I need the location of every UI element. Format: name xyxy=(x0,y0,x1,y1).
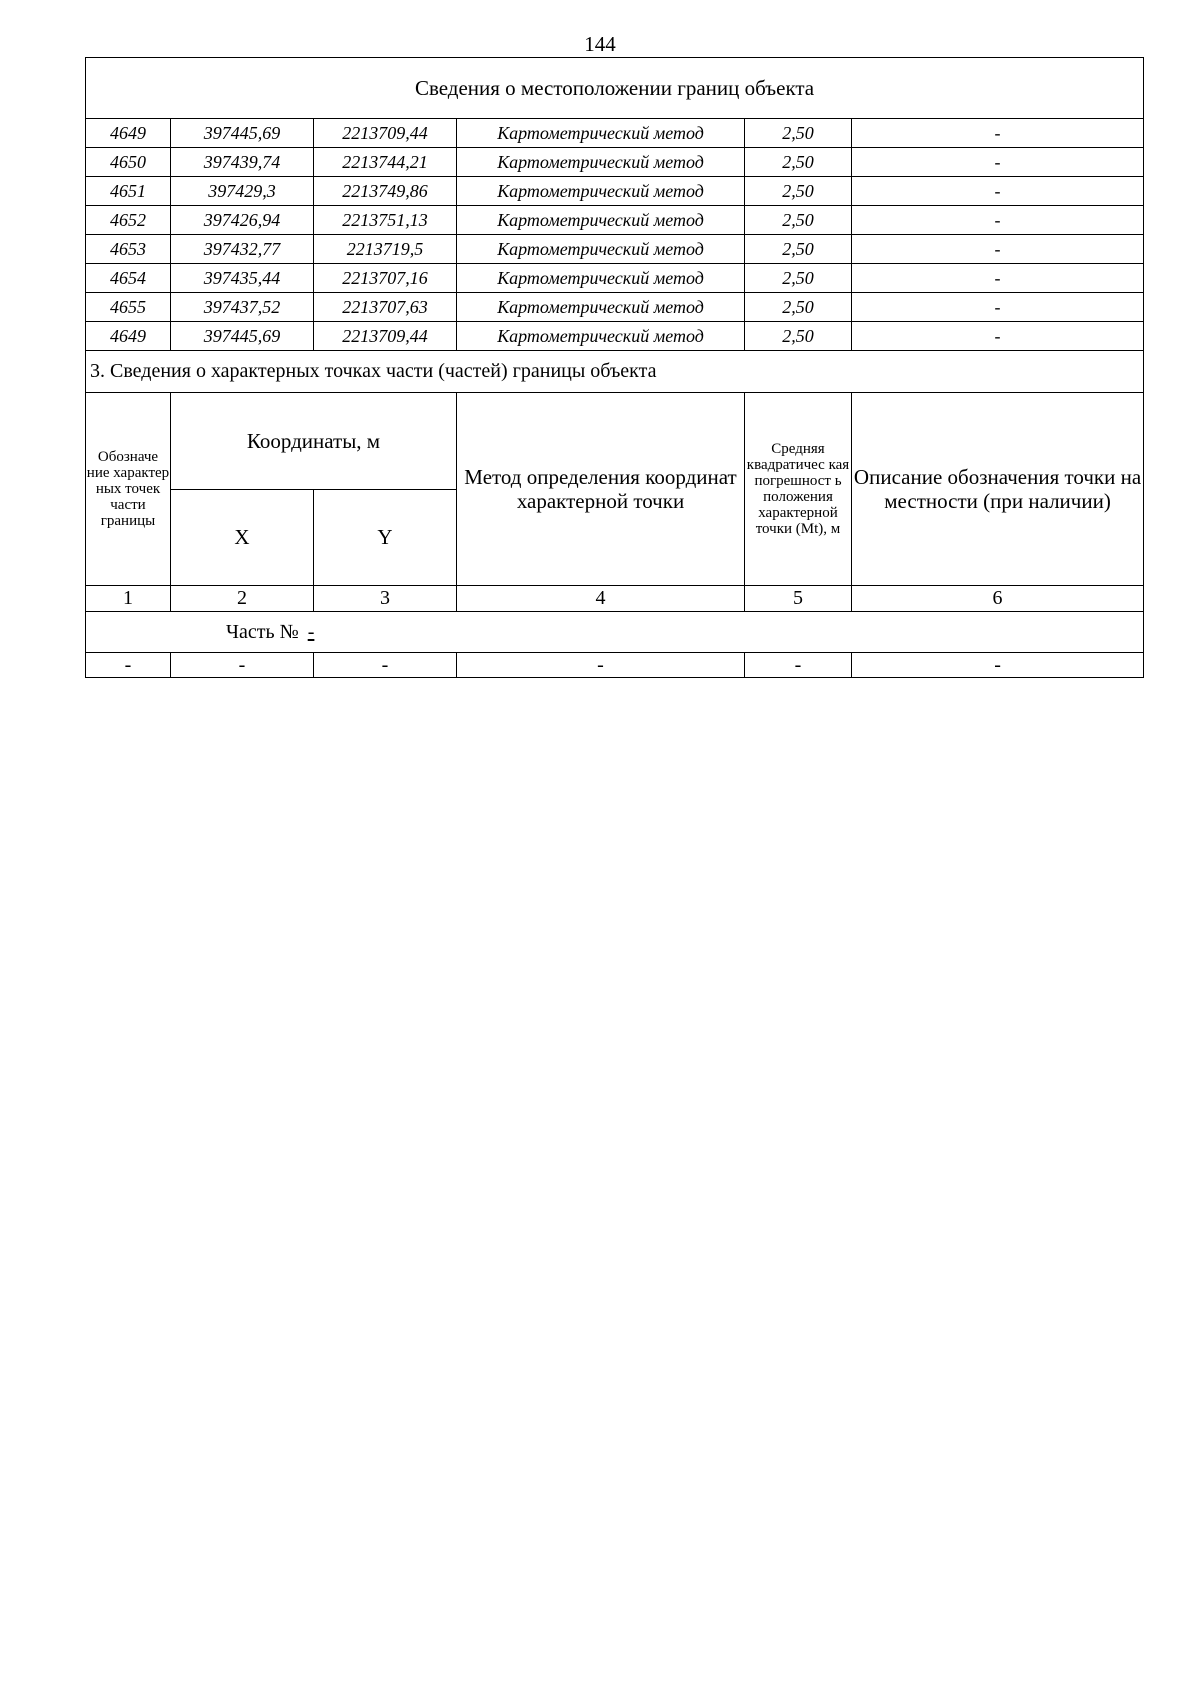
method-cell: Картометрический метод xyxy=(457,119,745,148)
description-cell: - xyxy=(852,235,1144,264)
column-number: 2 xyxy=(171,586,314,612)
method-cell: Картометрический метод xyxy=(457,177,745,206)
column-number: 3 xyxy=(314,586,457,612)
error-cell: 2,50 xyxy=(745,177,852,206)
table-row xyxy=(86,119,1144,148)
x-cell: 397426,94 xyxy=(171,206,314,235)
section-3-title: 3. Сведения о характерных точках части (частей) границы объекта xyxy=(86,351,1144,393)
part-value: - xyxy=(307,620,315,643)
description-cell: - xyxy=(852,148,1144,177)
error-cell: 2,50 xyxy=(745,264,852,293)
description-cell: - xyxy=(852,206,1144,235)
x-cell: 397435,44 xyxy=(171,264,314,293)
method-cell: Картометрический метод xyxy=(457,235,745,264)
error-cell: 2,50 xyxy=(745,293,852,322)
point-cell: 4654 xyxy=(86,264,171,293)
table-row xyxy=(86,206,1144,235)
empty-cell: - xyxy=(457,653,745,678)
x-cell: 397439,74 xyxy=(171,148,314,177)
method-cell: Картометрический метод xyxy=(457,206,745,235)
header-y: Y xyxy=(314,490,457,586)
empty-cell: - xyxy=(86,653,171,678)
header-description: Описание обозначения точки на местности (при наличии) xyxy=(852,393,1144,586)
error-cell: 2,50 xyxy=(745,235,852,264)
table-row xyxy=(86,293,1144,322)
header-method: Метод определения координат характерной точки xyxy=(457,393,745,586)
description-cell: - xyxy=(852,322,1144,351)
x-cell: 397429,3 xyxy=(171,177,314,206)
point-cell: 4651 xyxy=(86,177,171,206)
header-error: Средняя квадратичес кая погрешност ь положения характерной точки (Mt), м xyxy=(745,393,852,586)
x-cell: 397445,69 xyxy=(171,119,314,148)
page-number: 144 xyxy=(584,32,616,56)
empty-cell: - xyxy=(171,653,314,678)
column-number-row xyxy=(86,586,1144,612)
boundary-table xyxy=(85,57,1144,678)
description-cell: - xyxy=(852,119,1144,148)
error-cell: 2,50 xyxy=(745,119,852,148)
y-cell: 2213709,44 xyxy=(314,119,457,148)
header-x: X xyxy=(171,490,314,586)
header-coordinates: Координаты, м xyxy=(171,393,457,490)
error-cell: 2,50 xyxy=(745,206,852,235)
error-cell: 2,50 xyxy=(745,322,852,351)
column-number: 5 xyxy=(745,586,852,612)
part-label: Часть № xyxy=(226,620,299,643)
error-cell: 2,50 xyxy=(745,148,852,177)
y-cell: 2213751,13 xyxy=(314,206,457,235)
table-row xyxy=(86,653,1144,678)
point-cell: 4655 xyxy=(86,293,171,322)
description-cell: - xyxy=(852,177,1144,206)
empty-cell: - xyxy=(745,653,852,678)
table-row xyxy=(86,148,1144,177)
table-title: Сведения о местоположении границ объекта xyxy=(86,58,1144,119)
description-cell: - xyxy=(852,264,1144,293)
point-cell: 4649 xyxy=(86,119,171,148)
method-cell: Картометрический метод xyxy=(457,264,745,293)
method-cell: Картометрический метод xyxy=(457,322,745,351)
part-row xyxy=(86,612,1144,653)
table-row xyxy=(86,235,1144,264)
point-cell: 4650 xyxy=(86,148,171,177)
point-cell: 4649 xyxy=(86,322,171,351)
method-cell: Картометрический метод xyxy=(457,293,745,322)
y-cell: 2213719,5 xyxy=(314,235,457,264)
table-row xyxy=(86,322,1144,351)
empty-cell: - xyxy=(852,653,1144,678)
method-cell: Картометрический метод xyxy=(457,148,745,177)
y-cell: 2213744,21 xyxy=(314,148,457,177)
y-cell: 2213707,63 xyxy=(314,293,457,322)
header-point-designation: Обозначе ние характер ных точек части границы xyxy=(86,393,171,586)
table-row xyxy=(86,177,1144,206)
y-cell: 2213749,86 xyxy=(314,177,457,206)
point-cell: 4653 xyxy=(86,235,171,264)
y-cell: 2213707,16 xyxy=(314,264,457,293)
point-cell: 4652 xyxy=(86,206,171,235)
y-cell: 2213709,44 xyxy=(314,322,457,351)
column-number: 6 xyxy=(852,586,1144,612)
x-cell: 397432,77 xyxy=(171,235,314,264)
column-number: 4 xyxy=(457,586,745,612)
empty-cell: - xyxy=(314,653,457,678)
table-row xyxy=(86,264,1144,293)
x-cell: 397445,69 xyxy=(171,322,314,351)
description-cell: - xyxy=(852,293,1144,322)
x-cell: 397437,52 xyxy=(171,293,314,322)
column-number: 1 xyxy=(86,586,171,612)
